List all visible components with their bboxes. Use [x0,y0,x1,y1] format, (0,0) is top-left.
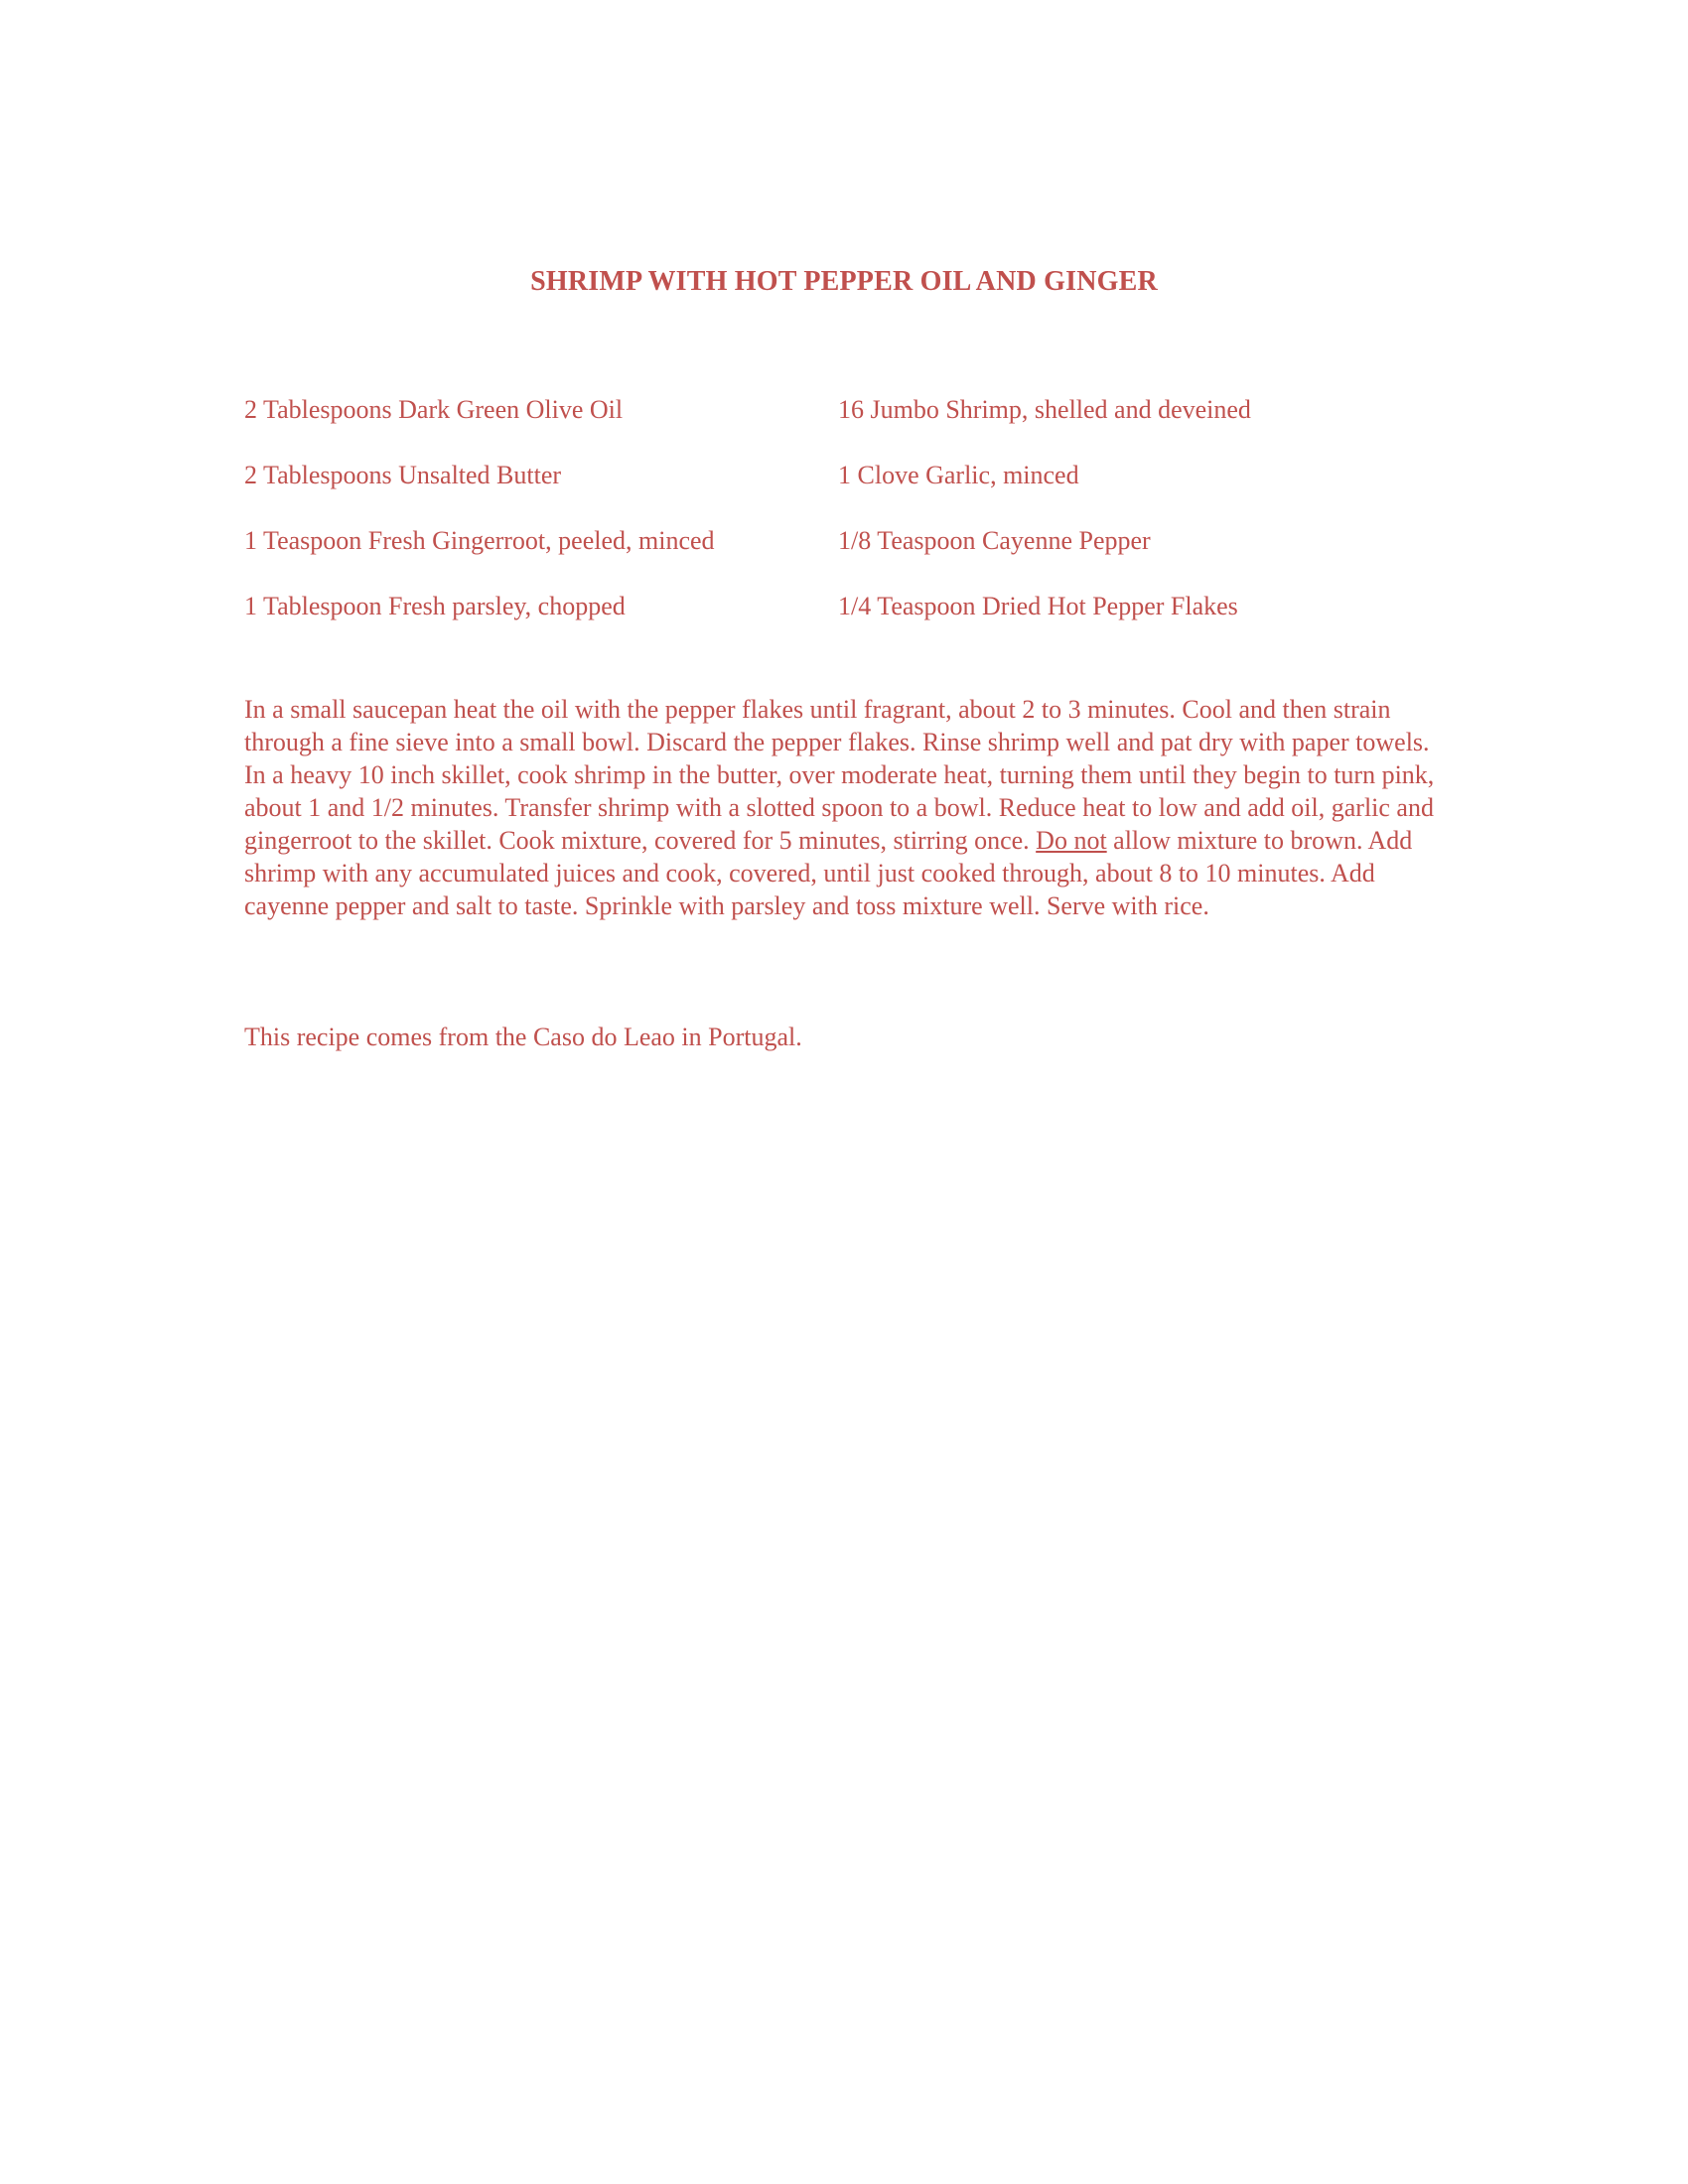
instructions-emphasis: Do not [1036,826,1107,855]
ingredients-right-column [838,393,1251,655]
ingredient-item: 1 Clove Garlic, minced [838,461,1079,489]
recipe-title: SHRIMP WITH HOT PEPPER OIL AND GINGER [530,266,1158,297]
ingredient-item: 2 Tablespoons Unsalted Butter [244,461,562,489]
ingredient-item: 1 Tablespoon Fresh parsley, chopped [244,592,626,620]
ingredients-list [244,393,1456,661]
ingredient-item: 1 Teaspoon Fresh Gingerroot, peeled, minced [244,526,715,555]
ingredients-left-column [244,393,715,655]
ingredient-item: 16 Jumbo Shrimp, shelled and deveined [838,395,1251,424]
instructions-paragraph [244,693,1446,922]
instructions-text-start: In a small saucepan heat the oil with the pepper flakes until fragrant, about 2 to 3 minutes. Cool and then strain through a fine sieve into a small bowl. Discard the pepper flakes. Rinse shrimp well and pat dry with paper towels. In a heavy 10 inch skillet, cook shrimp in the butter, over moderate heat, turning them until they begin to turn pink, about 1 and 1/2 minutes. Transfer shrimp with a slotted spoon to a bowl. Reduce heat to low and add oil, garlic and gingerroot to the skillet. Cook mixture, covered for 5 minutes, stirring once. [244,695,1435,855]
instructions-text-end: allow mixture to brown. Add shrimp with any accumulated juices and cook, covered, until just cooked through, about 8 to 10 minutes. Add cayenne pepper and salt to taste. Sprinkle with parsley and toss mixture well. Serve with rice. [244,826,1413,920]
recipe-source-note: This recipe comes from the Caso do Leao in Portugal. [244,1023,802,1051]
ingredient-item: 2 Tablespoons Dark Green Olive Oil [244,395,624,424]
ingredient-item: 1/4 Teaspoon Dried Hot Pepper Flakes [838,592,1238,620]
ingredient-item: 1/8 Teaspoon Cayenne Pepper [838,526,1151,555]
